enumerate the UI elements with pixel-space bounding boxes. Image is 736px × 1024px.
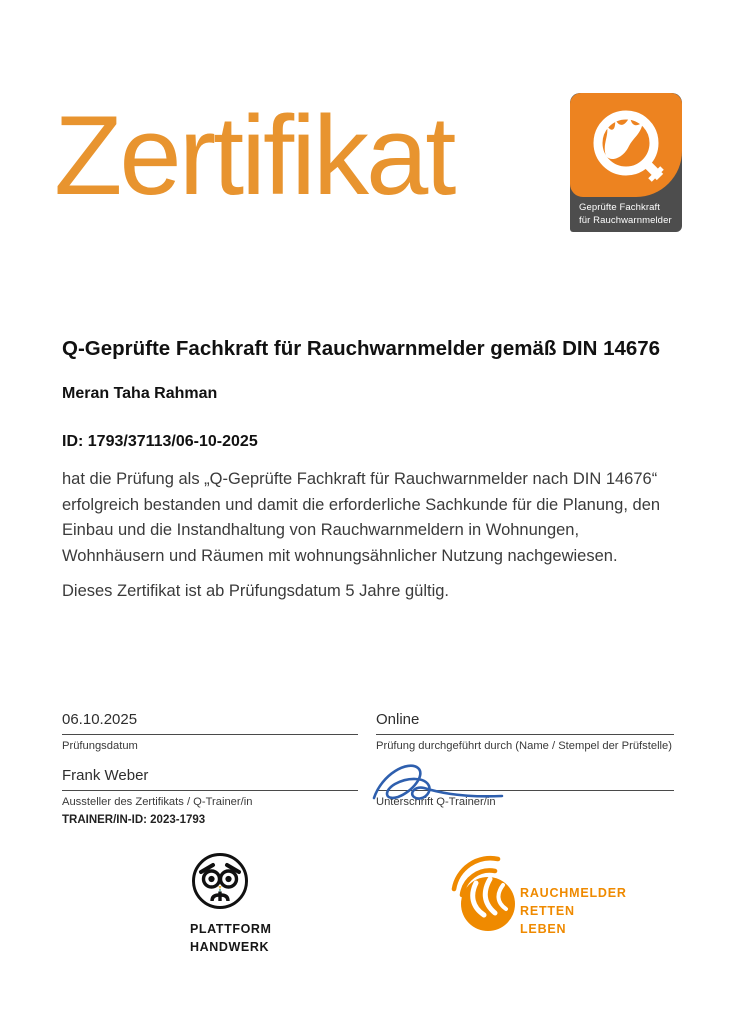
q-seal-orange-panel bbox=[570, 93, 682, 197]
signature-section bbox=[62, 711, 674, 826]
plattform-handwerk-logo bbox=[190, 851, 300, 956]
ph-line1: PLATTFORM bbox=[190, 922, 272, 936]
issuer-label: Aussteller des Zertifikats / Q-Trainer/in bbox=[62, 796, 253, 808]
ph-line2: HANDWERK bbox=[190, 939, 270, 954]
signature-field bbox=[376, 767, 674, 826]
signature-label: Unterschrift Q-Trainer/in bbox=[376, 796, 496, 808]
plattform-handwerk-wordmark bbox=[190, 921, 300, 956]
exam-conducted-label: Prüfung durchgeführt durch (Name / Stempel der Prüfstelle) bbox=[376, 740, 672, 752]
badge-caption bbox=[570, 197, 682, 232]
certificate-body-text: hat die Prüfung als „Q-Geprüfte Fachkraft für Rauchwarnmelder nach DIN 14676“ erfolgreich bestanden und damit die erforderliche Sachkunde für die Planung, den Einbau und die Instandhaltung von Rauchwarnmeldern in Wohnungen, Wohnhäusern und Räumen mit wohnungsähnlicher Nutzung nachgewiesen. bbox=[62, 470, 661, 566]
exam-conducted-field bbox=[376, 711, 674, 752]
exam-date-field bbox=[62, 711, 358, 752]
exam-conducted-value: Online bbox=[376, 711, 674, 735]
rauchmelder-wordmark bbox=[520, 884, 627, 938]
certificate-title: Q-Geprüfte Fachkraft für Rauchwarnmelder gemäß DIN 14676 bbox=[62, 337, 661, 360]
issuer-name-value: Frank Weber bbox=[62, 767, 358, 791]
owl-icon bbox=[190, 851, 250, 911]
badge-caption-line2: für Rauchwarnmelder bbox=[579, 214, 672, 226]
q-flame-icon bbox=[581, 99, 671, 191]
certificate-wordmark: Zertifikat bbox=[54, 93, 454, 218]
q-seal-badge bbox=[570, 93, 682, 232]
certificate-id: ID: 1793/37113/06-10-2025 bbox=[62, 433, 258, 450]
rrl-line2: RETTEN bbox=[520, 904, 575, 919]
flame-waves-icon bbox=[450, 847, 518, 933]
rauchmelder-retten-leben-logo bbox=[450, 847, 627, 938]
issuer-field bbox=[62, 767, 358, 826]
exam-date-value: 06.10.2025 bbox=[62, 711, 358, 735]
rrl-line1: RAUCHMELDER bbox=[520, 886, 627, 900]
badge-caption-line1: Geprüfte Fachkraft bbox=[579, 202, 661, 214]
exam-date-label: Prüfungsdatum bbox=[62, 740, 138, 752]
holder-name: Meran Taha Rahman bbox=[62, 385, 218, 402]
signature-line bbox=[376, 767, 674, 791]
validity-note: Dieses Zertifikat ist ab Prüfungsdatum 5 Jahre gültig. bbox=[62, 582, 450, 600]
rrl-line3: LEBEN bbox=[520, 922, 567, 937]
trainer-id: TRAINER/IN-ID: 2023-1793 bbox=[62, 814, 206, 826]
